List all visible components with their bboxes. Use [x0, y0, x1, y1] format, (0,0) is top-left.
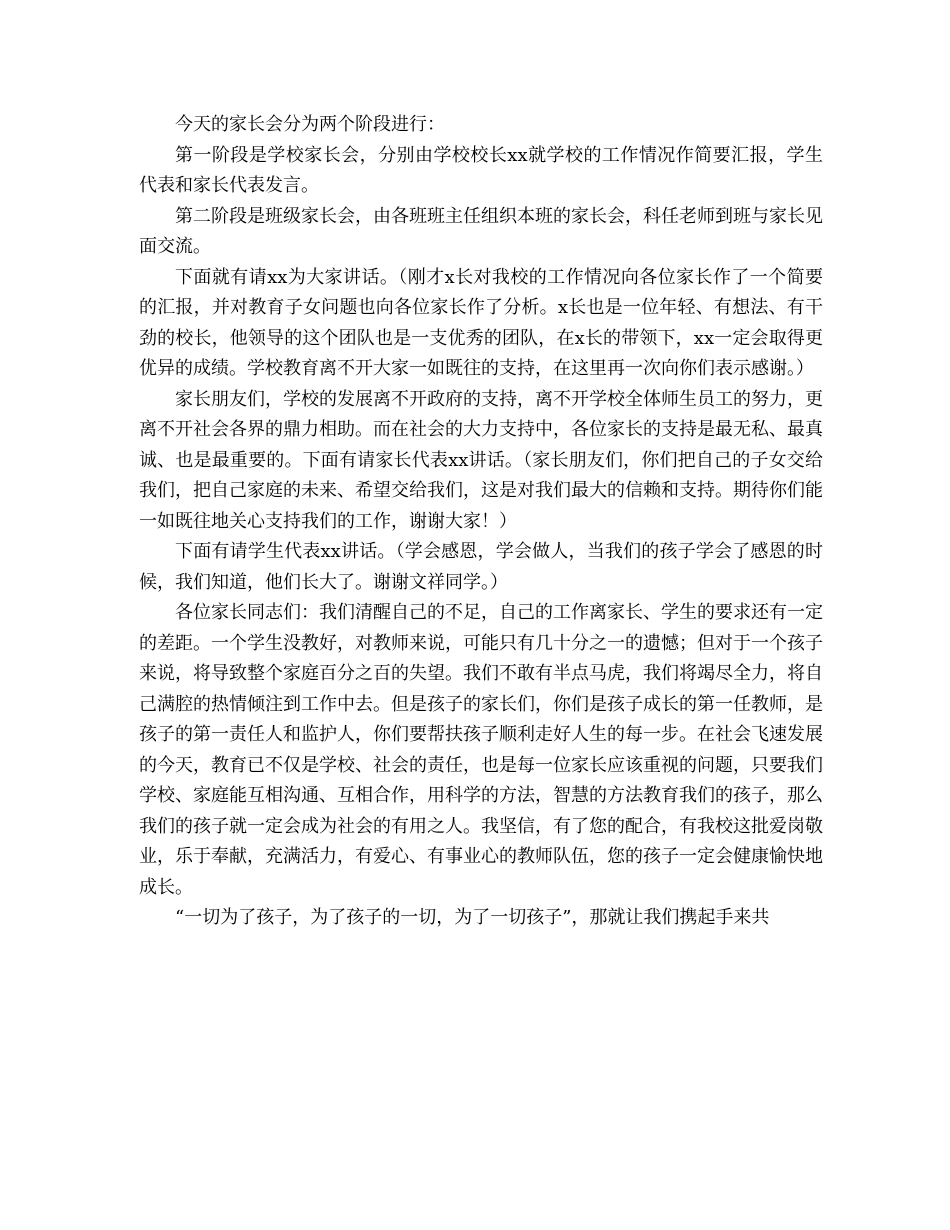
paragraph-parent-representative: 家长朋友们，学校的发展离不开政府的支持，离不开学校全体师生员工的努力，更离不开社会各界的鼎力相助。而在社会的大力支持中，各位家长的支持是最无私、最真诚、也是最重要的。下面有请家长代表xx讲话。（家长朋友们，你们把自己的子女交给我们，把自己家庭的未来、希望交给我们，这是对我们最大的信赖和支持。期待你们能一如既往地关心支持我们的工作，谢谢大家！） [139, 388, 823, 532]
paragraph-student-representative: 下面有请学生代表xx讲话。（学会感恩，学会做人，当我们的孩子学会了感恩的时候，我们知道，他们长大了。谢谢文祥同学。） [139, 541, 823, 593]
paragraph-closing: “一切为了孩子，为了孩子的一切，为了一切孩子”，那就让我们携起手来共 [175, 907, 770, 928]
document-body [139, 110, 823, 934]
paragraph-stage-two: 第二阶段是班级家长会，由各班班主任组织本班的家长会，科任老师到班与家长见面交流。 [139, 205, 823, 257]
paragraph-principal-speech: 下面就有请xx为大家讲话。（刚才x长对我校的工作情况向各位家长作了一个简要的汇报，并对教育子女问题也向各位家长作了分析。x长也是一位年轻、有想法、有干劲的校长，他领导的这个团队也是一支优秀的团队，在x长的带领下，xx一定会取得更优异的成绩。学校教育离不开大家一如既往的支持，在这里再一次向你们表示感谢。） [139, 266, 823, 379]
paragraph-meeting-stages: 今天的家长会分为两个阶段进行： [175, 114, 445, 135]
paragraph-address-to-parents: 各位家长同志们：我们清醒自己的不足，自己的工作离家长、学生的要求还有一定的差距。一个学生没教好，对教师来说，可能只有几十分之一的遗憾；但对于一个孩子来说，将导致整个家庭百分之百的失望。我们不敢有半点马虎，我们将竭尽全力，将自己满腔的热情倾注到工作中去。但是孩子的家长们，你们是孩子成长的第一任教师，是孩子的第一责任人和监护人，你们要帮扶孩子顺利走好人生的每一步。在社会飞速发展的今天，教育已不仅是学校、社会的责任，也是每一位家长应该重视的问题，只要我们学校、家庭能互相沟通、互相合作，用科学的方法，智慧的方法教育我们的孩子，那么我们的孩子就一定会成为社会的有用之人。我坚信，有了您的配合，有我校这批爱岗敬业，乐于奉献，充满活力，有爱心、有事业心的教师队伍，您的孩子一定会健康愉快地成长。 [139, 602, 823, 898]
paragraph-stage-one: 第一阶段是学校家长会，分别由学校校长xx就学校的工作情况作简要汇报，学生代表和家长代表发言。 [139, 144, 823, 196]
